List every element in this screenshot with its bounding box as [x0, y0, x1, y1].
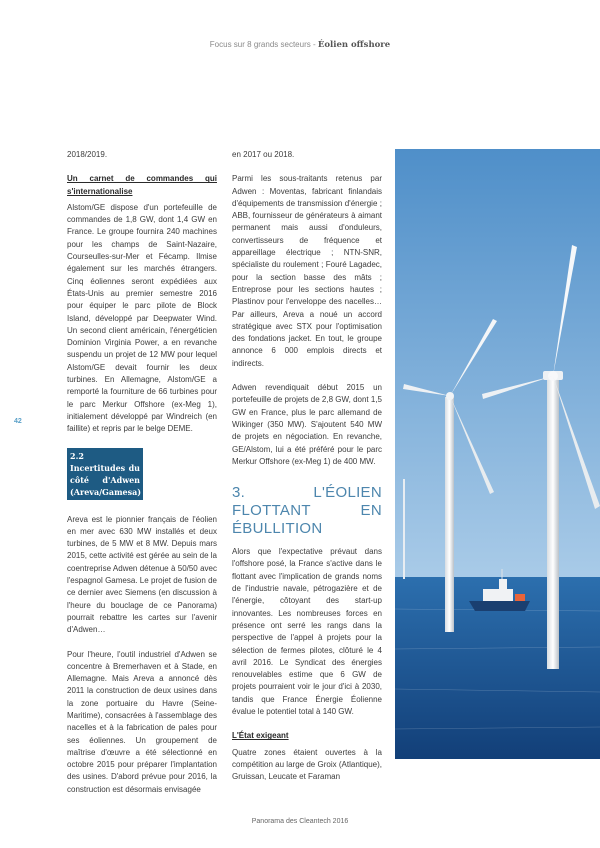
paragraph: Pour l'heure, l'outil industriel d'Adwen se concentre à Bremerhaven et à Stade, en Allemagne. Mais Areva a annoncé dès 2011 la construction de deux usines dans la zone portuaire du Havre (Seine-Maritime), consacrées à l'assemblage des nacelles et à la fabrication de pales pour ses éoliennes. Un groupement de maîtrise d'œuvre a été sélectionné en octobre 2015 pour préparer l'implantation des usines. D'abord prévue pour 2016, la construction est désormais envisagée	[67, 649, 217, 794]
text-column-right	[232, 149, 382, 795]
subheading: L'État exigeant	[232, 731, 289, 741]
subheading: Un carnet de commandes qui s'internationalise	[67, 174, 217, 196]
paragraph: en 2017 ou 2018.	[232, 150, 295, 159]
paragraph: Areva est le pionnier français de l'éolien en mer avec 630 MW installés et deux turbines, de 5 MW et 8 MW. Depuis mars 2015, cette activité est gérée au sein de la coentreprise Adwen détenue à 50/50 avec l'espagnol Gamesa. Le projet de fusion de ce dernier avec Siemens (en discussion à l'heure du bouclage de ce Panorama) pourrait rebattre les cartes sur l'avenir d'Adwen…	[67, 514, 217, 635]
section-heading-box: 2.2 Incertitudes du côté d'Adwen (Areva/Gamesa)	[67, 448, 143, 500]
paragraph: Quatre zones étaient ouvertes à la compétition au large de Groix (Atlantique), Gruissan, Leucate et Faraman	[232, 747, 382, 782]
section-heading: 3. L'ÉOLIEN FLOTTANT EN ÉBULLITION	[232, 484, 382, 538]
running-header	[0, 40, 600, 50]
offshore-wind-photo	[395, 149, 600, 759]
page-number-tab	[0, 414, 40, 432]
page-number: 42	[14, 418, 22, 425]
header-prefix: Focus sur 8 grands secteurs -	[209, 40, 316, 49]
paragraph: Alors que l'expectative prévaut dans l'offshore posé, la France s'active dans le flottant avec l'implication de grands noms de l'industrie navale, pétrogazière et de l'énergie, côtoyant des start-up innovantes. Les nombreuses forces en présence ont serré les rangs dans la perspective de l'appel à projets pour la sélection de fermes pilotes, clôturé le 4 avril 2016. Le Syndicat des énergies renouvelables estime que 6 GW de projets pourraient voir le jour d'ici à 2030, tandis que France Énergie Éolienne évalue le potentiel total à 140 GW.	[232, 547, 382, 716]
header-section: Éolien offshore	[317, 40, 391, 50]
wind-turbine-illustration	[395, 149, 600, 759]
paragraph: Alstom/GE dispose d'un portefeuille de commandes de 1,8 GW, dont 1,4 GW en France. Le groupe fournira 240 machines pour les champs de Saint-Nazaire, Courseulles-sur-Mer et Fécamp. Ilmise également sur les marchés étrangers. Cinq éoliennes seront expédiées aux États-Unis au premier semestre 2016 pour équiper le parc pilote de Block Island, développé par Deepwater Wind. Un second client américain, l'énergéticien Dominion Virginia Power, a en revanche suspendu un projet de 12 MW pour lequel Alstom/GE devait fournir les deux turbines. En Allemagne, Alstom/GE a remporté la fourniture de 66 turbines pour le parc Merkur Offshore (ex-Meg 1), initialement développé par Windreich (en faillite) et repris par le belge DEME.	[67, 202, 217, 434]
paragraph: 2018/2019.	[67, 150, 108, 159]
text-column-left	[67, 149, 217, 808]
paragraph: Adwen revendiquait début 2015 un portefeuille de projets de 2,8 GW, dont 1,5 GW en France, plus le parc allemand de Wikinger (350 MW). S'ajoutent 540 MW de projets en négociation. En revanche, GE/Alstom, lui a été préféré pour le parc Merkur Offshore (ex-Meg 1) de 400 MW.	[232, 383, 382, 466]
paragraph: Parmi les sous-traitants retenus par Adwen : Moventas, fabricant finlandais d'équipements de transmission d'énergie ; ABB, fournisseur de générateurs à aimant permanent mais aussi d'onduleurs, convertisseurs de fréquence et appareillage électrique ; NTN-SNR, spécialiste du roulement ; Fouré Lagadec, pour la section basse des mâts ; Entreprose pour les sections hautes ; Plastinov pour l'enveloppe des nacelles… Par ailleurs, Areva a noué un accord stratégique avec STX pour l'optimisation des fondations jacket. En tout, le groupe annonce 6 000 emplois directs et indirects.	[232, 174, 382, 368]
page-footer: Panorama des Cleantech 2016	[251, 818, 349, 825]
